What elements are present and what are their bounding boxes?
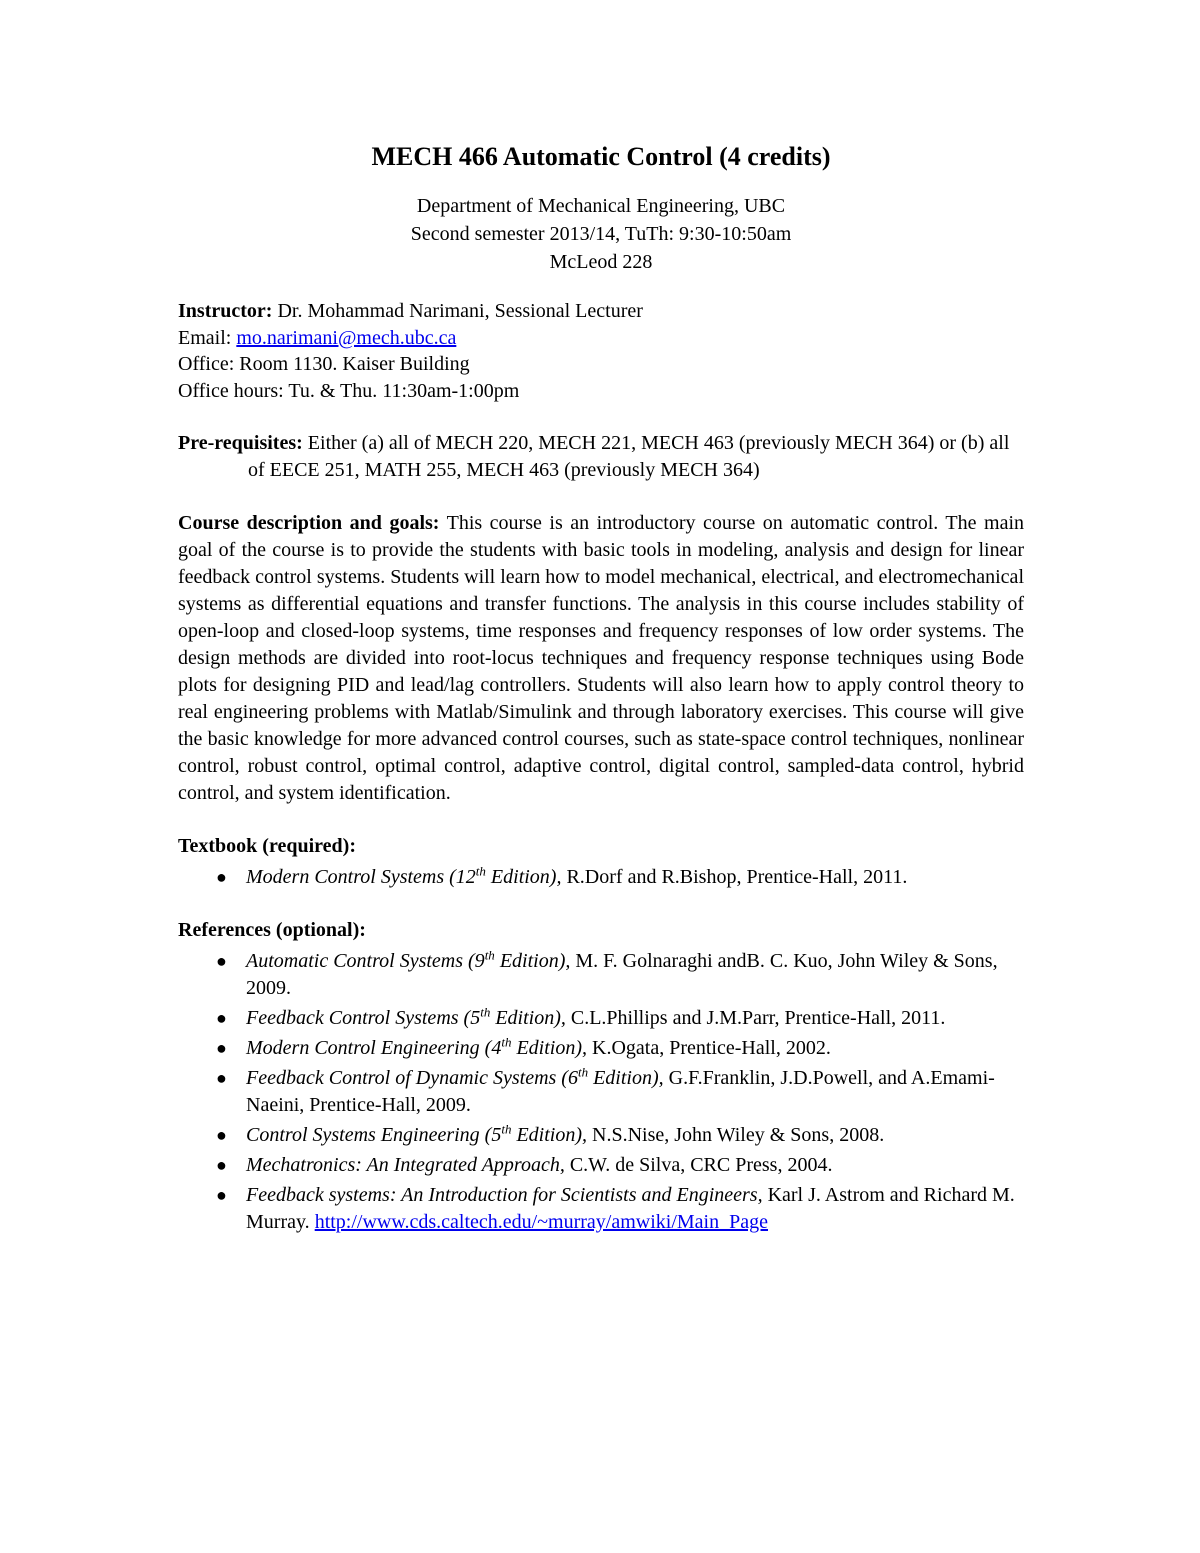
bullet-icon: ●	[216, 1125, 227, 1145]
book-title: Modern Control Engineering (4th Edition),	[246, 1034, 588, 1059]
reference-link[interactable]: http://www.cds.caltech.edu/~murray/amwiki/Main_Page	[314, 1211, 768, 1233]
textbook-heading: Textbook (required):	[178, 835, 356, 857]
location-line: McLeod 228	[549, 251, 653, 273]
course-header	[178, 192, 1024, 276]
book-title: Automatic Control Systems (9th Edition),	[246, 947, 571, 972]
description-label: Course description and goals:	[178, 512, 440, 534]
book-title: Feedback Control of Dynamic Systems (6th Edition),	[246, 1064, 664, 1089]
instructor-label: Instructor:	[178, 300, 273, 322]
prerequisites-label: Pre-requisites:	[178, 432, 303, 454]
book-details: C.W. de Silva, CRC Press, 2004.	[564, 1154, 833, 1176]
references-list	[178, 948, 1024, 1236]
email-link[interactable]: mo.narimani@mech.ubc.ca	[236, 326, 457, 349]
references-section	[178, 917, 1024, 1236]
bullet-icon: ●	[216, 1038, 227, 1058]
schedule-line: Second semester 2013/14, TuTh: 9:30-10:50am	[410, 223, 792, 245]
list-item	[178, 948, 1024, 1002]
book-title: Mechatronics: An Integrated Approach,	[246, 1154, 565, 1176]
book-details: M. F. Golnaraghi andB. C. Kuo, John Wiley & Sons, 2009.	[246, 950, 998, 999]
email-line	[178, 325, 1024, 352]
page-title: MECH 466 Automatic Control (4 credits)	[371, 142, 831, 171]
office-line: Office: Room 1130. Kaiser Building	[178, 353, 470, 375]
bullet-icon: ●	[216, 951, 227, 971]
book-details: C.L.Phillips and J.M.Parr, Prentice-Hall, 2011.	[565, 1007, 946, 1029]
list-item	[178, 1152, 1024, 1179]
list-item	[178, 1122, 1024, 1149]
list-item	[178, 864, 1024, 891]
document-body	[178, 140, 1024, 1262]
book-details: Karl J. Astrom and Richard M. Murray.	[246, 1184, 1015, 1233]
book-details: K.Ogata, Prentice-Hall, 2002.	[587, 1037, 831, 1059]
textbook-list	[178, 864, 1024, 891]
prerequisites-block	[178, 430, 1024, 484]
list-item	[178, 1005, 1024, 1032]
instructor-block	[178, 298, 1024, 404]
list-item	[178, 1065, 1024, 1119]
book-title: Modern Control Systems (12th Edition),	[246, 863, 562, 888]
book-title: Feedback Control Systems (5th Edition),	[246, 1004, 566, 1029]
bullet-icon: ●	[216, 1068, 227, 1088]
book-details: R.Dorf and R.Bishop, Prentice-Hall, 2011.	[561, 866, 908, 888]
book-details: G.F.Franklin, J.D.Powell, and A.Emami-Naeini, Prentice-Hall, 2009.	[246, 1067, 995, 1116]
course-description	[178, 510, 1024, 807]
department-line: Department of Mechanical Engineering, UBC	[416, 195, 786, 217]
description-text: This course is an introductory course on automatic control. The main goal of the course is to provide the students with basic tools in modeling, analysis and design for linear feedback control systems. Students will learn how to model mechanical, electrical, and electromechanical systems as differential equations and transfer functions. The analysis in this course includes stability of open-loop and closed-loop systems, time responses and frequency responses of low order systems. The design methods are divided into root-locus techniques and frequency response techniques using Bode plots for designing PID and lead/lag controllers. Students will also learn how to apply control theory to real engineering problems with Matlab/Simulink and through laboratory exercises. This course will give the basic knowledge for more advanced control courses, such as state-space control techniques, nonlinear control, robust control, optimal control, adaptive control, digital control, sampled-data control, hybrid control, and system identification.	[178, 512, 1025, 804]
prerequisites-text: Either (a) all of MECH 220, MECH 221, MECH 463 (previously MECH 364) or (b) all of EECE 251, MATH 255, MECH 463 (previously MECH 364)	[248, 432, 1010, 481]
book-title: Feedback systems: An Introduction for Scientists and Engineers,	[246, 1184, 763, 1206]
instructor-value: Dr. Mohammad Narimani, Sessional Lecturer	[272, 300, 643, 322]
references-heading: References (optional):	[178, 919, 366, 941]
bullet-icon: ●	[216, 1008, 227, 1028]
bullet-icon: ●	[216, 867, 227, 887]
book-title: Control Systems Engineering (5th Edition),	[246, 1121, 588, 1146]
book-details: N.S.Nise, John Wiley & Sons, 2008.	[587, 1124, 885, 1146]
bullet-icon: ●	[216, 1155, 227, 1175]
instructor-line	[178, 298, 1024, 325]
office-hours-line: Office hours: Tu. & Thu. 11:30am-1:00pm	[178, 379, 520, 402]
list-item	[178, 1035, 1024, 1062]
email-label: Email:	[178, 326, 237, 349]
textbook-section	[178, 833, 1024, 891]
list-item	[178, 1182, 1024, 1236]
bullet-icon: ●	[216, 1185, 227, 1205]
